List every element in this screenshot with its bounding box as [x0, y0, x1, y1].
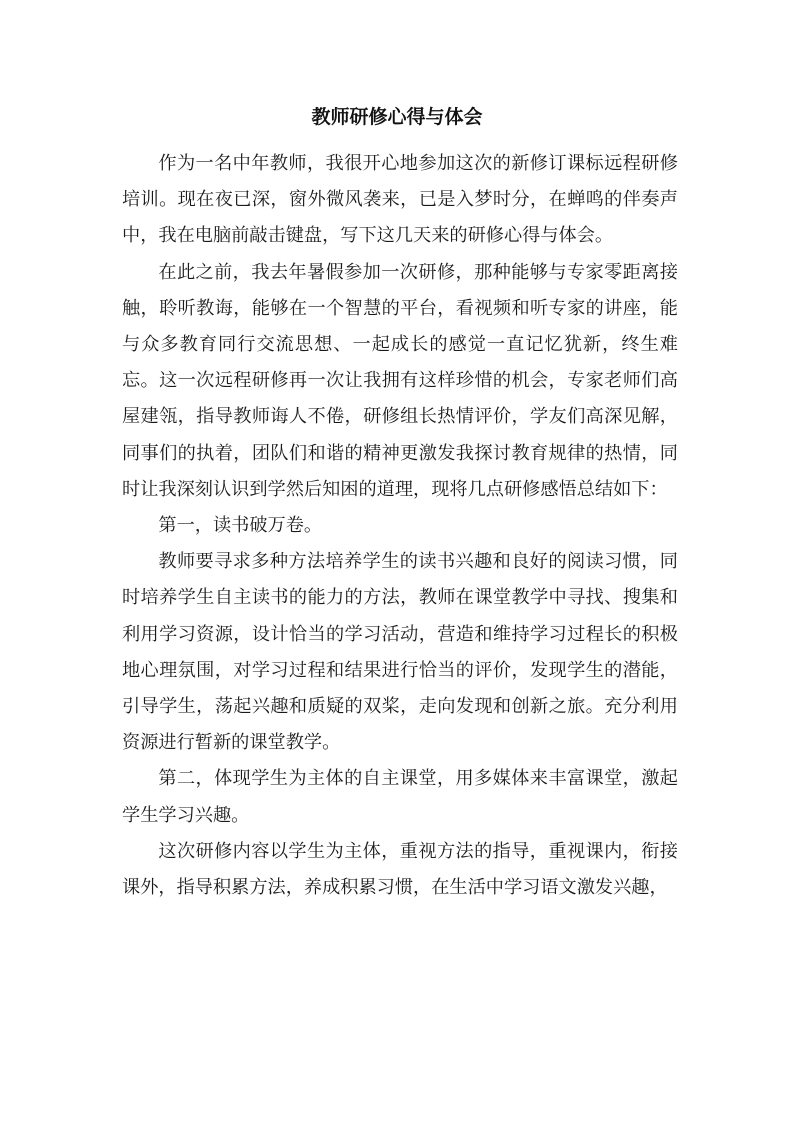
- paragraph-point-two-body: 这次研修内容以学生为主体，重视方法的指导，重视课内，衔接课外，指导积累方法，养成积累习惯，在生活中学习语文激发兴趣，: [122, 840, 678, 899]
- paragraph-point-one-body: 教师要寻求多种方法培养学生的读书兴趣和良好的阅读习惯，同时培养学生自主读书的能力的方法，教师在课堂教学中寻找、搜集和利用学习资源，设计恰当的学习活动，营造和维持学习过程长的积极地心理氛围，对学习过程和结果进行恰当的评价，发现学生的潜能，引导学生，荡起兴趣和质疑的双桨，走向发现和创新之旅。充分利用资源进行暂新的课堂教学。: [122, 551, 678, 754]
- document-body: [122, 146, 678, 906]
- paragraph-point-two-heading: 第二，体现学生为主体的自主课堂，用多媒体来丰富课堂，激起学生学习兴趣。: [122, 768, 678, 826]
- paragraph-intro: 作为一名中年教师，我很开心地参加这次的新修订课标远程研修培训。现在夜已深，窗外微风袭来，已是入梦时分，在蝉鸣的伴奏声中，我在电脑前敲击键盘，写下这几天来的研修心得与体会。: [122, 153, 678, 247]
- paragraph-background: 在此之前，我去年暑假参加一次研修，那种能够与专家零距离接触，聆听教诲，能够在一个智慧的平台，看视频和听专家的讲座，能与众多教育同行交流思想、一起成长的感觉一直记忆犹新，终生难忘。这一次远程研修再一次让我拥有这样珍惜的机会，专家老师们高屋建瓴，指导教师诲人不倦，研修组长热情评价，学友们高深见解，同事们的执着，团队们和谐的精神更激发我探讨教育规律的热情，同时让我深刻认识到学然后知困的道理，现将几点研修感悟总结如下：: [122, 261, 678, 500]
- document-title: 教师研修心得与体会: [311, 106, 483, 128]
- paragraph-point-one-heading: 第一，读书破万卷。: [158, 515, 323, 537]
